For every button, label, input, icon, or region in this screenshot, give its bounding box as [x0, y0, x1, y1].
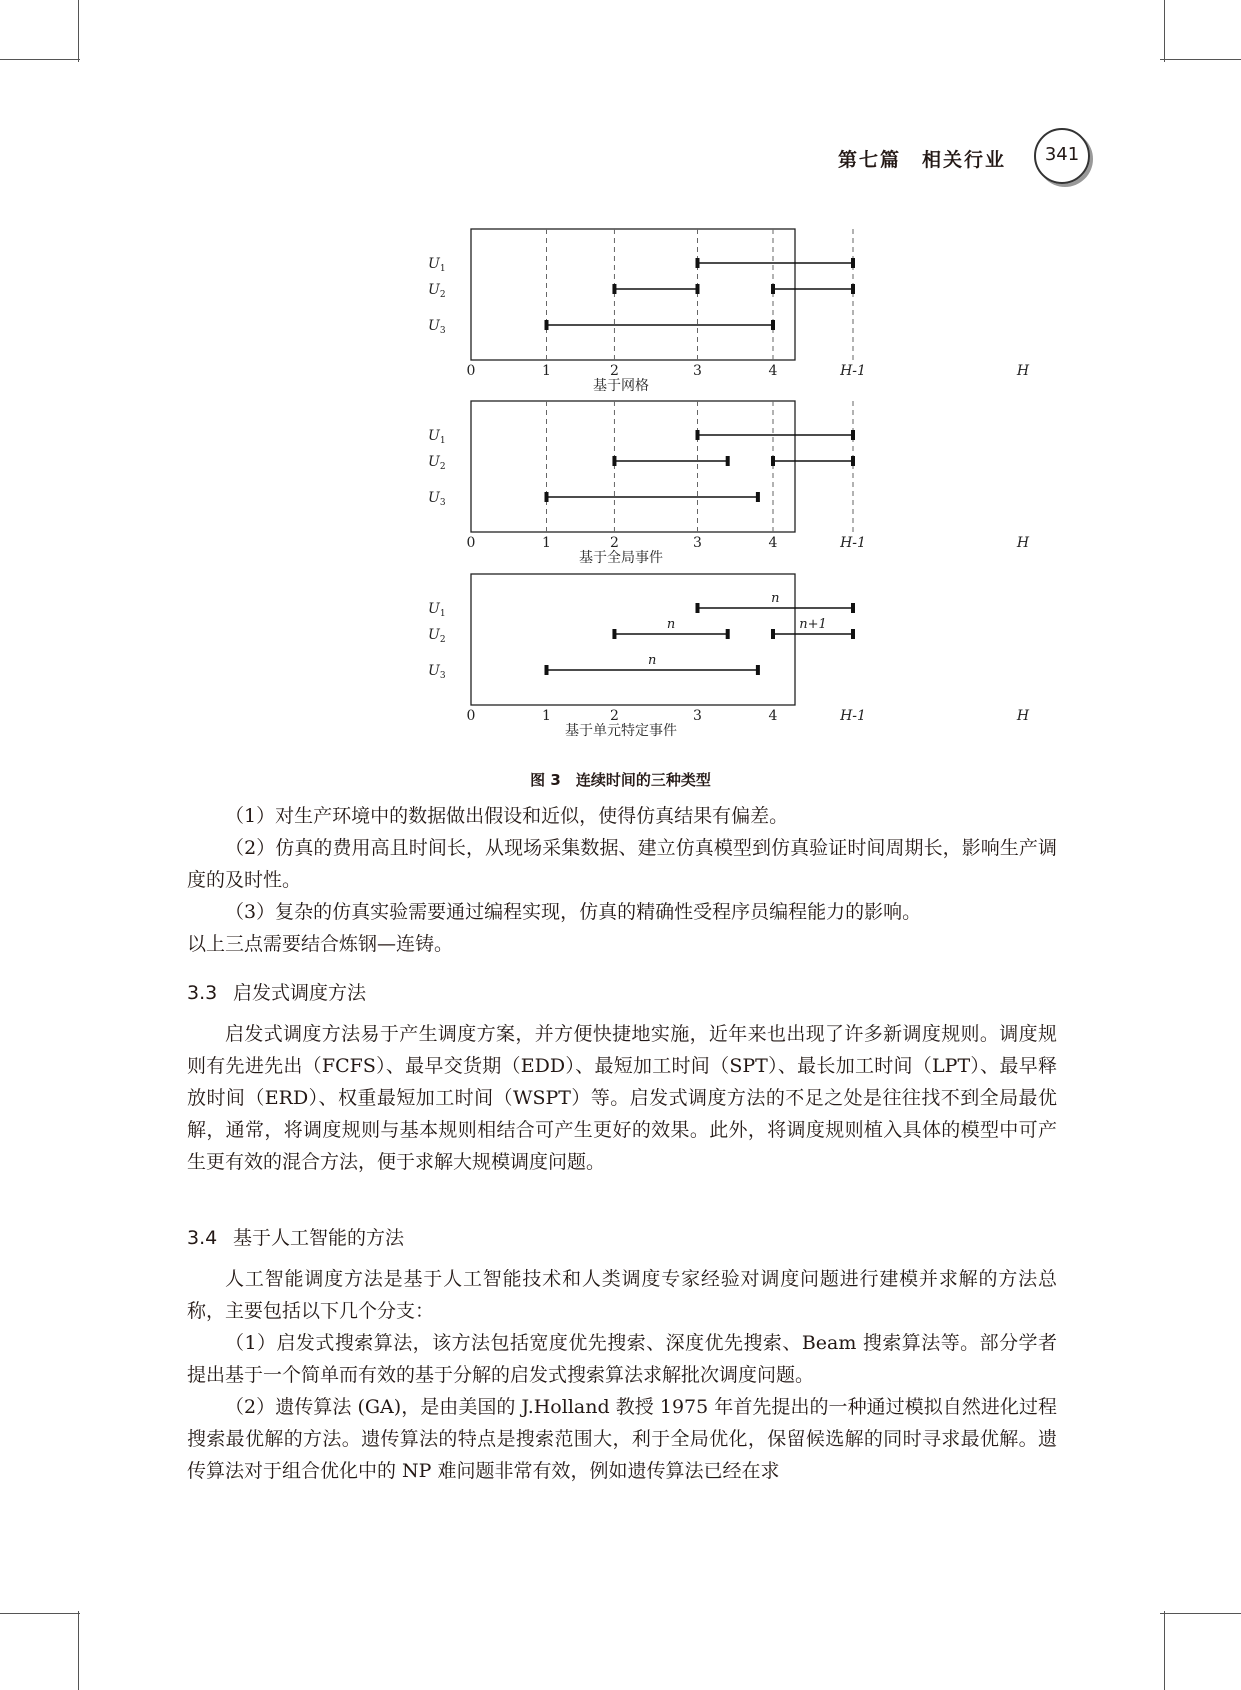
unit-label: $U_1$ [428, 428, 446, 446]
list-block-1 [187, 800, 1057, 960]
tick-label: H-1 [840, 535, 866, 551]
interval-end-tick [851, 258, 855, 268]
tick-label: 1 [542, 535, 551, 551]
unit-label: $U_3$ [428, 490, 446, 508]
panel-frame [471, 229, 795, 360]
section-title: 启发式调度方法 [233, 982, 367, 1004]
crop-mark [78, 1611, 79, 1690]
section-number: 3.4 [187, 1227, 218, 1249]
segment-label: n [648, 653, 657, 668]
page-number: 341 [1034, 128, 1090, 184]
interval-start-tick [771, 284, 775, 294]
tick-label: H-1 [840, 363, 866, 379]
interval-end-tick [851, 629, 855, 639]
interval-end-tick [696, 284, 700, 294]
unit-label: $U_2$ [428, 454, 446, 472]
tick-label: 1 [542, 363, 551, 379]
tick-label: H [1016, 363, 1030, 379]
section-title: 基于人工智能的方法 [233, 1227, 405, 1249]
tick-label: 3 [693, 535, 702, 551]
interval-start-tick [612, 629, 616, 639]
interval-start-tick [545, 492, 549, 502]
interval-end-tick [851, 603, 855, 613]
tick-label: 4 [768, 363, 778, 379]
tick-label: 3 [693, 363, 702, 379]
tick-label: H [1016, 708, 1030, 724]
section-number: 3.3 [187, 982, 218, 1004]
tick-label: 2 [609, 708, 619, 724]
unit-label: $U_1$ [428, 256, 446, 274]
paragraph: 人工智能调度方法是基于人工智能技术和人类调度专家经验对调度问题进行建模并求解的方法总称，主要包括以下几个分支： [187, 1268, 1057, 1322]
tick-label: 1 [542, 708, 551, 724]
panel-caption: 基于网格 [593, 378, 649, 394]
panel-caption: 基于单元特定事件 [565, 723, 677, 739]
tick-label: 2 [609, 535, 619, 551]
tick-label: 0 [466, 708, 476, 724]
crop-mark [1164, 1611, 1165, 1690]
paragraph: （1）启发式搜索算法，该方法包括宽度优先搜索、深度优先搜索、Beam 搜索算法等。部分学者提出基于一个简单而有效的基于分解的启发式搜索算法求解批次调度问题。 [187, 1332, 1057, 1386]
segment-label: n+1 [799, 617, 827, 632]
tick-label: 2 [609, 363, 619, 379]
interval-end-tick [756, 665, 760, 675]
interval-start-tick [545, 665, 549, 675]
paragraph: （1）对生产环境中的数据做出假设和近似，使得仿真结果有偏差。 [225, 805, 789, 827]
interval-start-tick [771, 456, 775, 466]
crop-mark [0, 1613, 80, 1614]
panel-frame [471, 401, 795, 532]
tick-label: 0 [466, 363, 476, 379]
section-body-3-3 [187, 1018, 1057, 1178]
section-body-3-4 [187, 1263, 1057, 1487]
tick-label: 3 [693, 708, 702, 724]
unit-label: $U_3$ [428, 318, 446, 336]
unit-label: $U_1$ [428, 601, 446, 619]
interval-end-tick [851, 284, 855, 294]
interval-start-tick [545, 320, 549, 330]
paragraph: （2）仿真的费用高且时间长，从现场采集数据、建立仿真模型到仿真验证时间周期长，影响生产调度的及时性。 [187, 837, 1057, 891]
tick-label: 4 [768, 708, 778, 724]
interval-end-tick [851, 430, 855, 440]
paragraph: 启发式调度方法易于产生调度方案，并方便快捷地实施，近年来也出现了许多新调度规则。调度规则有先进先出（FCFS）、最早交货期（EDD）、最短加工时间（SPT）、最长加工时间（LPT）、最早释放时间（ERD）、权重最短加工时间（WSPT）等。启发式调度方法的不足之处是往往找不到全局最优解，通常，将调度规则与基本规则相结合可产生更好的效果。此外，将调度规则植入具体的模型中可产生更有效的混合方法，便于求解大规模调度问题。 [187, 1023, 1057, 1173]
paragraph: （3）复杂的仿真实验需要通过编程实现，仿真的精确性受程序员编程能力的影响。 [225, 901, 922, 923]
unit-label: $U_2$ [428, 282, 446, 300]
segment-label: n [771, 591, 780, 606]
interval-start-tick [612, 284, 616, 294]
interval-start-tick [771, 629, 775, 639]
interval-end-tick [756, 492, 760, 502]
paragraph: （2）遗传算法 (GA)，是由美国的 J.Holland 教授 1975 年首先提出的一种通过模拟自然进化过程搜索最优解的方法。遗传算法的特点是搜索范围大，利于全局优化，保留候选解的同时寻求最优解。遗传算法对于组合优化中的 NP 难问题非常有效，例如遗传算法已经在求 [187, 1396, 1057, 1482]
interval-start-tick [696, 258, 700, 268]
unit-label: $U_2$ [428, 627, 446, 645]
tick-label: 0 [466, 535, 476, 551]
interval-start-tick [696, 603, 700, 613]
tick-label: 4 [768, 535, 778, 551]
paragraph: 以上三点需要结合炼钢—连铸。 [187, 933, 454, 955]
tick-label: H-1 [840, 708, 866, 724]
interval-end-tick [726, 456, 730, 466]
tick-label: H [1016, 535, 1030, 551]
unit-label: $U_3$ [428, 663, 446, 681]
crop-mark [1160, 1613, 1241, 1614]
panel-frame [471, 574, 795, 705]
segment-label: n [666, 617, 676, 632]
interval-end-tick [851, 456, 855, 466]
figure-continuous-time-types [0, 0, 1241, 760]
running-header: 第七篇 相关行业 [837, 149, 1006, 171]
interval-start-tick [612, 456, 616, 466]
panel-caption: 基于全局事件 [579, 550, 663, 566]
section-heading-3-4 [187, 1222, 404, 1254]
interval-end-tick [726, 629, 730, 639]
interval-start-tick [696, 430, 700, 440]
interval-end-tick [771, 320, 775, 330]
section-heading-3-3 [187, 977, 366, 1009]
figure-caption: 图 3 连续时间的三种类型 [530, 771, 711, 789]
